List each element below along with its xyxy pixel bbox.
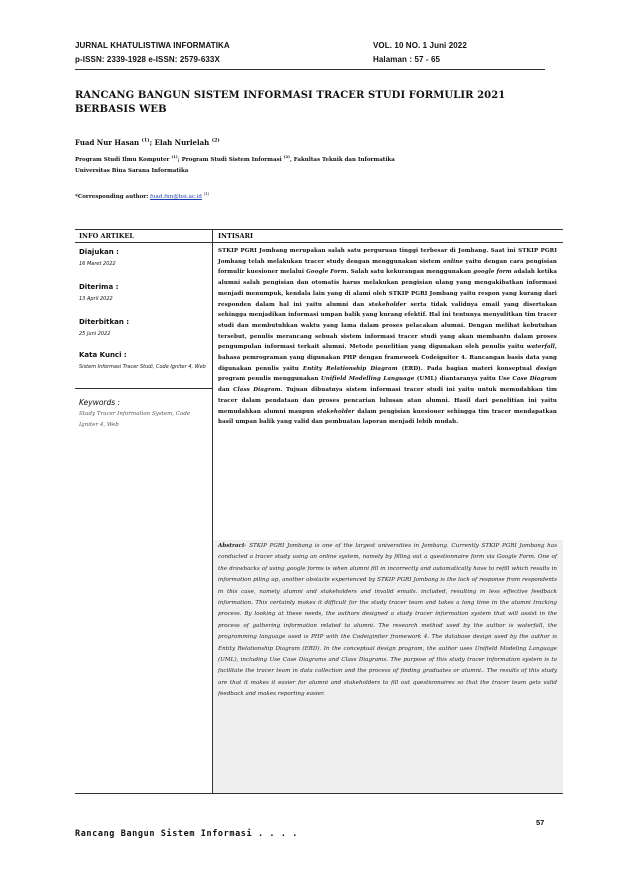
author-name: Fuad Nur Hasan: [75, 138, 140, 147]
intisari-heading: INTISARI: [218, 232, 254, 240]
affiliation-marker: (2): [283, 154, 290, 160]
published-label: Diterbitkan :: [79, 318, 130, 326]
affiliation-marker: (1): [171, 154, 178, 160]
header-divider: [75, 69, 545, 70]
journal-volume: VOL. 10 NO. 1 Juni 2022: [373, 41, 467, 50]
abstract-body: - STKIP PGRI Jombang is one of the largest universities in Jombang. Currently STKIP PGRI Jombang has conducted a tracer study using an online system, namely by filling out a questionnaire form via Google Form. One of the drawbacks of using google forms is when alumni fill in incorrectly and automatically have to refill which results in information piling up, another obstacle experienced by STKIP PGRI Jombang is the lack of response from respondents in this case, namely alumni and stakeholders and invalid emails. included, resulting in less effective feedback information. This certainly makes it difficult for the study tracer team and takes a long time in the alumni tracking process. By looking at these needs, the authors designed a study tracer information system that will assist in the process of gathering information related to alumni. The research method used by the author is waterfall, the programming language used is PHP with the Codeiginiter framework 4. The database design used by the author is Entity Relationship Diagram (ERD). In the conceptual design program, the author uses Unifield Modeling Language (UML), including Use Case Diagrams and Class Diagrams. The purpose of this study tracer information system is to facilitate the tracer team in data collection and the process of finding graduates or alumni.. The results of this study are that it makes it easier for alumni and stakeholders to fill out questionnaires so that the tracer team gets valid feedback and makes reporting easier.: [218, 543, 557, 698]
author-line: [75, 138, 220, 147]
submitted-date: 16 Maret 2022: [79, 261, 116, 267]
abstract-text: [218, 541, 557, 701]
published-date: 25 Juni 2022: [79, 331, 111, 337]
corresponding-email-link[interactable]: fuad.fnn@bsi.ac.id: [149, 194, 202, 200]
journal-name: JURNAL KHATULISTIWA INFORMATIKA: [75, 41, 230, 50]
keywords-en-label: Keywords :: [79, 398, 121, 407]
abstract-label: Abstract: [218, 543, 245, 549]
corresponding-marker: (1): [203, 191, 210, 197]
corresponding-author: [75, 191, 210, 200]
accepted-date: 13 April 2022: [79, 296, 113, 302]
keywords-value: Sistem Informasi Tracer Studi, Code Igniter 4, Web: [79, 364, 206, 370]
intisari-text: STKIP PGRI Jombang merupakan salah satu perguruan tinggi terbesar di Jombang. Saat ini STKIP PGRI Jombang telah melakukan tracer study dengan menggunakan sistem online yaitu dengan cara pengisian formulir kuesioner melalui Google Form. Salah satu kekurangan menggunakan google form adalah ketika alumni salah pengisian dan otomatis harus melakukan pengisian ulang yang mengakibatkan informasi menjadi menumpuk, kendala lain yang di alami oleh STKIP PGRI Jombang yaitu respon yang kurang dari responden dalam hal ini yaitu alumni dan stakeholder serta tidak validnya email yang disertakan sehingga menjadikan informasi umpan balik yang kurang efektif. Hal ini tentunya menyulitkan tim tracer studi dan membutuhkan waktu yang lama dalam proses pelacakan alumni. Dengan melihat kebutuhan tersebut, penulis merancang sebuah sistem informasi tracer studi yang akan membantu dalam proses pengumpulan informasi terkait alumni. Metode penelitian yang digunakan oleh penulis yaitu waterfall, bahasa pemrograman yang digunakan PHP dengan framework Codeigniter 4. Rancangan basis data yang digunakan penulis yaitu Entity Relationship Diagram (ERD). Pada bagian materi konseptual design program penulis menggunakan Unifield Modelling Language (UML) diantaranya yaitu Use Case Diagram dan Class Diagram. Tujuan dibuatnya sistem informasi tracer studi ini yaitu untuk memudahkan tim tracer dalam pendataan dan proses pencarian lulusan atau alumni. Hasil dari penelitian ini yaitu memudahkan alumni maupun stakeholder dalam pengisian kuesioner sehingga tim tracer mendapatkan hasil umpan balik yang valid dan pembuatan laporan menjadi lebih mudah.: [218, 248, 557, 426]
accepted-label: Diterima :: [79, 283, 119, 291]
affiliation-text: ; Program Studi Sistem Informasi: [177, 157, 282, 163]
box-bottom-rule: [75, 793, 563, 794]
journal-pages: Halaman : 57 - 65: [373, 55, 441, 64]
running-title: Rancang Bangun Sistem Informasi . . . .: [75, 829, 298, 839]
affiliation-line: [75, 154, 395, 163]
keywords-label: Kata Kunci :: [79, 351, 127, 359]
box-header-rule: [75, 242, 563, 243]
corresponding-label: *Corresponding author:: [75, 194, 149, 200]
author-marker: (1): [141, 137, 150, 144]
author-name: ; Elah Nurlelah: [149, 138, 210, 147]
box-top-rule: [75, 229, 563, 230]
keywords-divider: [75, 388, 212, 389]
university-name: Universitas Bina Sarana Informatika: [75, 168, 189, 174]
affiliation-text: Program Studi Ilmu Komputer: [75, 157, 170, 163]
page-number: 57: [536, 818, 545, 827]
paper-title: RANCANG BANGUN SISTEM INFORMASI TRACER STUDI FORMULIR 2021 BERBASIS WEB: [75, 90, 506, 115]
keywords-en-value: Study Tracer Information System, Code Igniter 4, Web: [79, 411, 191, 428]
journal-issn: p-ISSN: 2339-1928 e-ISSN: 2579-633X: [75, 55, 220, 64]
submitted-label: Diajukan :: [79, 248, 119, 256]
author-marker: (2): [211, 137, 220, 144]
affiliation-text: , Fakultas Teknik dan Informatika: [289, 157, 395, 163]
info-artikel-heading: INFO ARTIKEL: [79, 232, 134, 240]
